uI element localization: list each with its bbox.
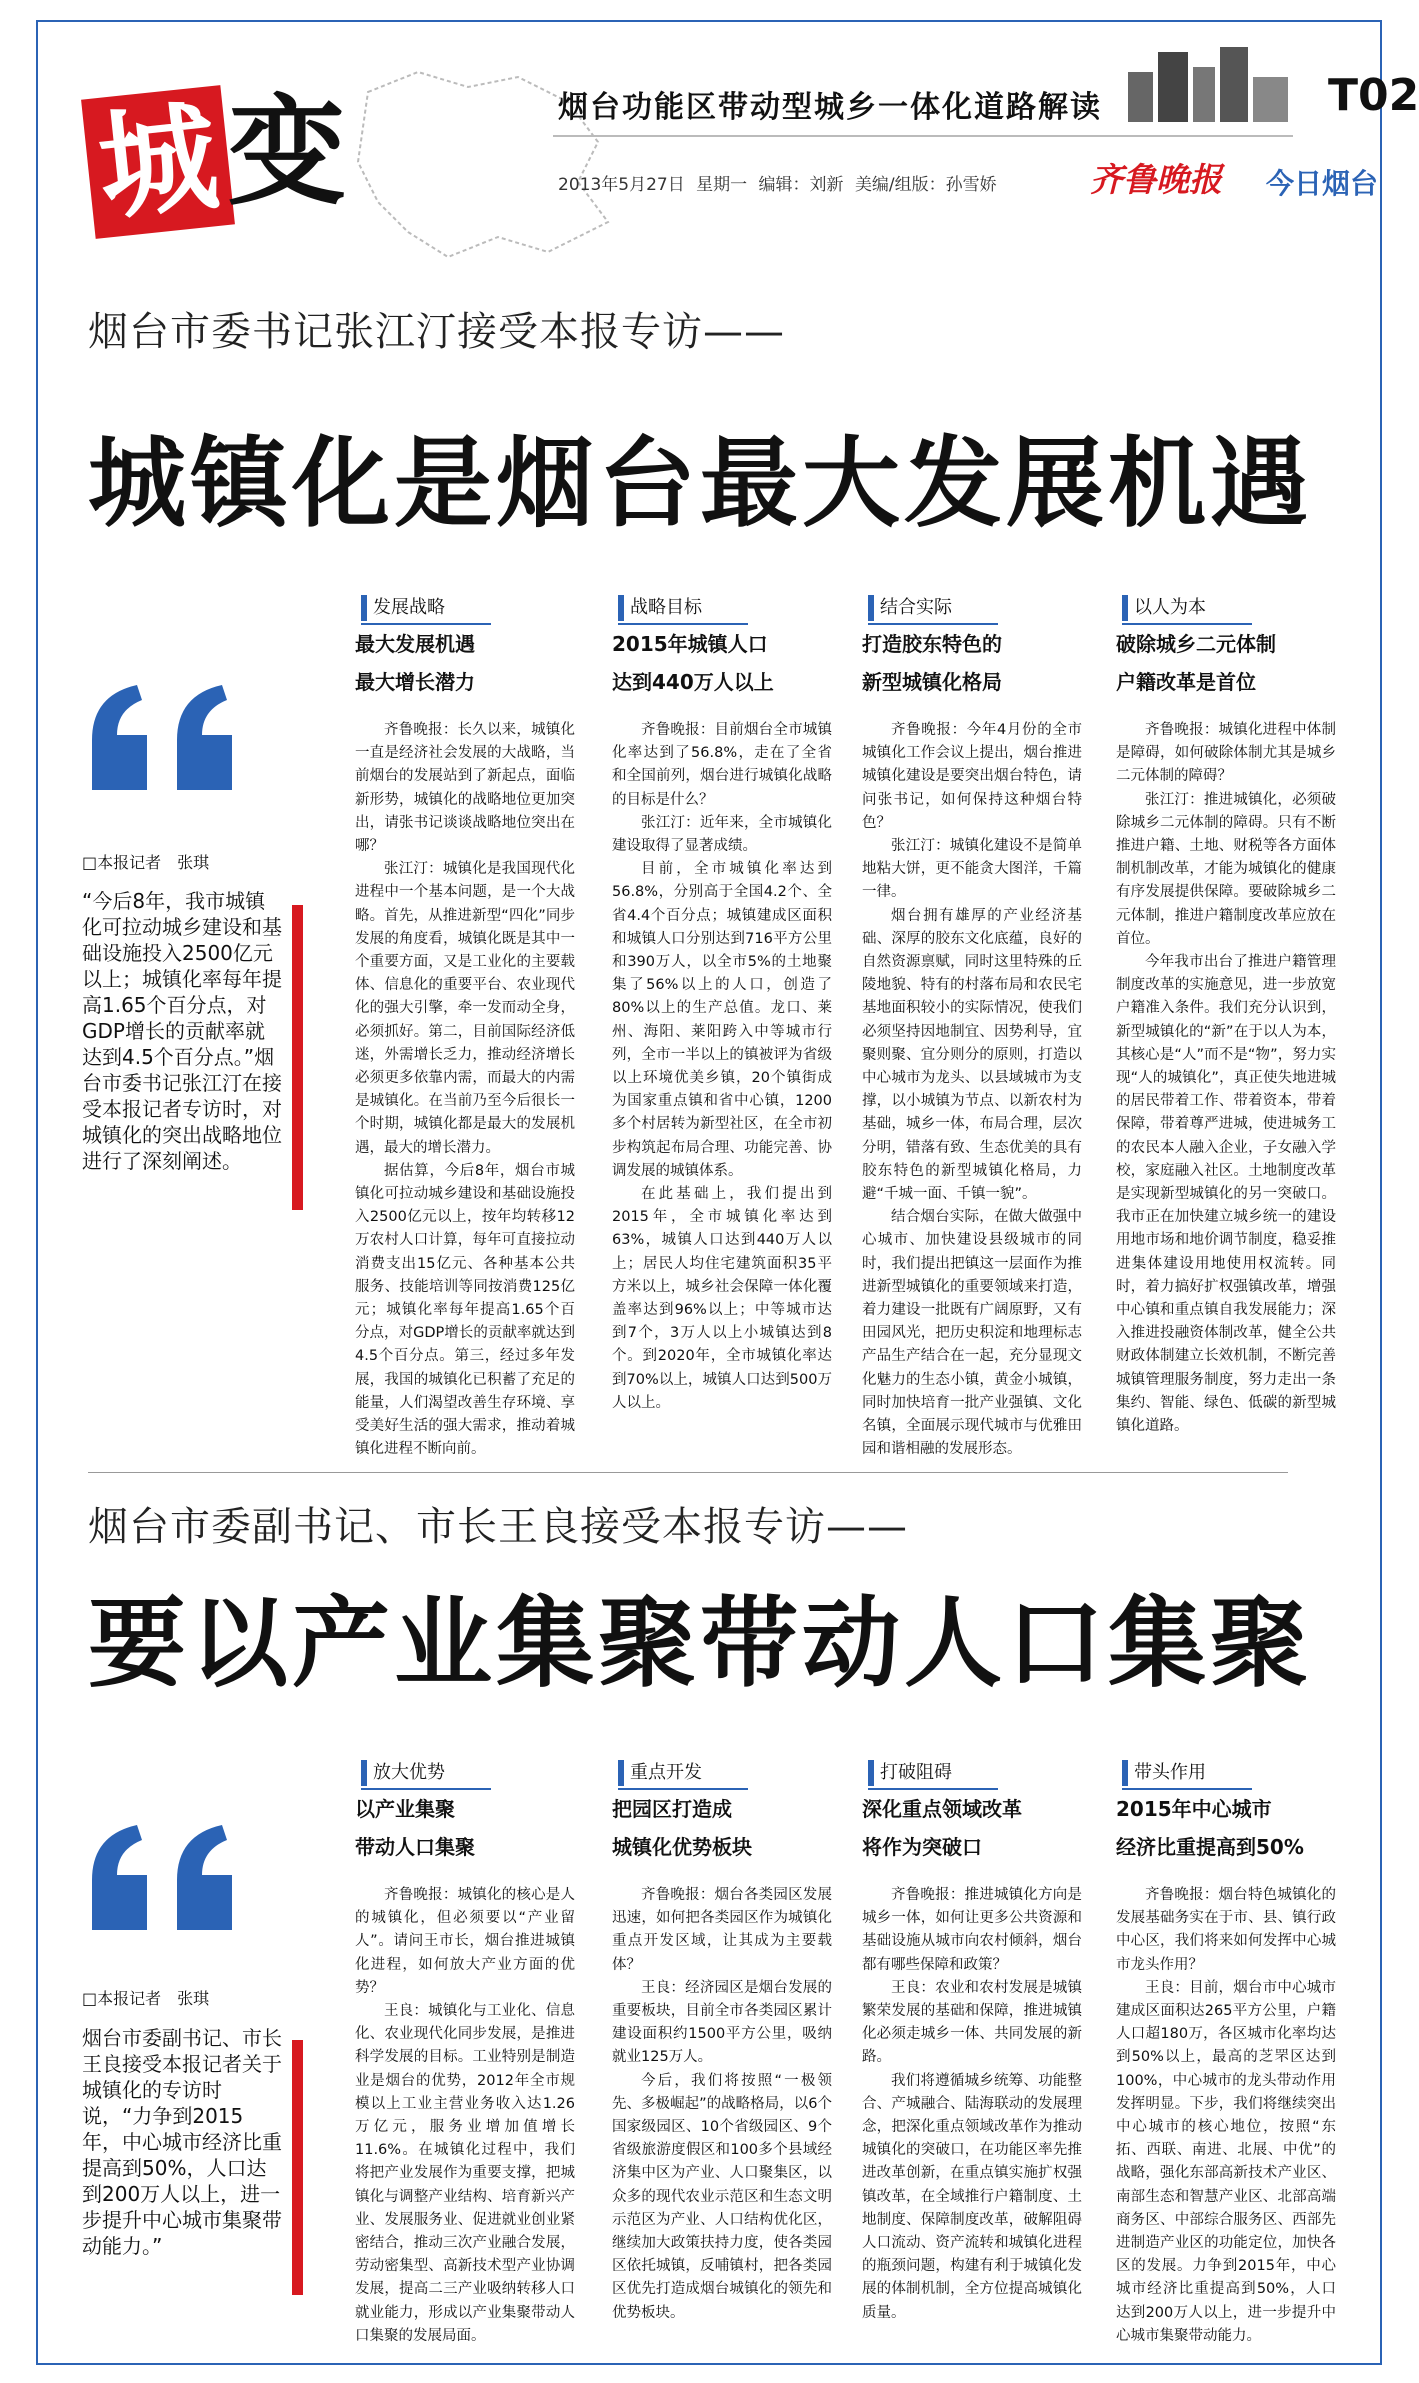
story1-lead: “今后8年，我市城镇化可拉动城乡建设和基础设施投入2500亿元以上；城镇化率每年提高1.65个百分点，对GDP增长的贡献率就达到4.5个百分点。”烟台市委书记张江汀在接受本报记者专访时，对城镇化的突出战略地位进行了深刻阐述。 <box>82 889 282 1173</box>
section-tag <box>862 1758 1082 1788</box>
paragraph: 在此基础上，我们提出到2015年，全市城镇化率达到63%，城镇人口达到440万人以上；居民人均住宅建筑面积35平方米以上，城乡社会保障一体化覆盖率达到96%以上；中等城市达到7个，3万人以上小城镇达到8个。到2020年，全市城镇化率达到70%以上，城镇人口达到500万人以上。 <box>612 1186 832 1411</box>
story1-column-4 <box>1116 593 1336 1438</box>
paragraph: 张江汀：近年来，全市城镇化建设取得了显著成绩。 <box>612 814 832 855</box>
paragraph: 王良：目前，烟台市中心城市建成区面积达265平方公里，户籍人口超180万，各区城市化率均达到50%以上，最高的芝罘区达到100%，中心城市的龙头带动作用发挥明显。下步，我们将继续突出中心城市的核心地位，按照“东拓、西联、南进、北展、中优”的战略，强化东部高新技术产业区、南部生态和智慧产业区、北部高端商务区、中部综合服务区、西部先进制造产业区的功能定位，加快各区的发展。力争到2015年，中心城市经济比重提高到50%，人口达到200万人以上，进一步提升中心城市集聚带动能力。 <box>1116 1979 1336 2344</box>
paragraph: 王良：城镇化与工业化、信息化、农业现代化同步发展，是推进科学发展的目标。工业特别是制造业是烟台的优势，2012年全市规模以上工业主营业务收入达1.26万亿元，服务业增加值增长11.6%。在城镇化过程中，我们将把产业发展作为重要支撑，把城镇化与调整产业结构、培育新兴产业、发展服务业、促进就业创业紧密结合，推动三次产业融合发展，劳动密集型、高新技术型产业协调发展，提高二三产业吸纳转移人口就业能力，形成以产业集聚带动人口集聚的发展局面。 <box>355 2003 575 2344</box>
section-underline <box>618 623 748 625</box>
section-underline <box>361 1788 491 1790</box>
section-bar <box>361 595 367 621</box>
quote-mark-icon <box>82 1820 252 1940</box>
story1-column-1 <box>355 593 575 1462</box>
story2-kicker: 烟台市委副书记、市长王良接受本报专访—— <box>88 1504 908 1550</box>
section-label: 以人为本 <box>1134 597 1206 618</box>
section-tag <box>612 593 832 623</box>
story-divider <box>88 1472 1288 1473</box>
subhead-1: 2015年城镇人口 <box>612 632 768 656</box>
paragraph: 齐鲁晚报：烟台各类园区发展迅速，如何把各类园区作为城镇化重点开发区域，让其成为主要载体？ <box>612 1887 832 1973</box>
section-bar <box>868 1760 874 1786</box>
paragraph: 结合烟台实际，在做大做强中心城市、加快建设县级城市的同时，我们提出把镇这一层面作为推进新型城镇化的重要领域来打造，着力建设一批既有广阔原野，又有田园风光，把历史积淀和地理标志产品生产结合在一起，充分显现文化魅力的生态小镇，黄金小城镇，同时加快培育一批产业强镇、文化名镇，全面展示现代城市与优雅田园和谐相融的发展形态。 <box>862 1209 1082 1458</box>
section-bar <box>1122 595 1128 621</box>
subhead-1: 最大发展机遇 <box>355 632 475 656</box>
issue-weekday: 星期一 <box>696 175 748 195</box>
story2-column-2 <box>612 1758 832 2325</box>
section-underline <box>618 1788 748 1790</box>
column-body <box>612 719 832 1415</box>
section-bar <box>868 595 874 621</box>
paragraph: 齐鲁晚报：烟台特色城镇化的发展基础务实在于市、县、镇行政中心区，我们将来如何发挥中心城市龙头作用？ <box>1116 1887 1336 1973</box>
column-logo-cheng: 城 <box>81 85 235 239</box>
subhead-2: 将作为突破口 <box>862 1835 982 1859</box>
section-label: 打破阻碍 <box>880 1762 952 1783</box>
subhead-1: 把园区打造成 <box>612 1797 732 1821</box>
story1-red-bar <box>292 905 303 1210</box>
series-headline: 烟台功能区带动型城乡一体化道路解读 <box>558 90 1102 125</box>
section-tag <box>355 1758 575 1788</box>
paragraph: 张江汀：城镇化是我国现代化进程中一个基本问题，是一个大战略。首先，从推进新型“四化”同步发展的角度看，城镇化既是其中一个重要方面，又是工业化的主要载体、信息化的重要平台、农业现代化的强大引擎，牵一发而动全身，必须抓好。第二，目前国际经济低迷，外需增长乏力，推动经济增长必须更多依靠内需，而最大的内需是城镇化。在当前乃至今后很长一个时期，城镇化都是最大的发展机遇，最大的增长潜力。 <box>355 861 575 1156</box>
column-body <box>862 1884 1082 2325</box>
column-logo-bian: 变 <box>228 82 347 221</box>
paragraph: 张江汀：推进城镇化，必须破除城乡二元体制的障碍。只有不断推进户籍、土地、财税等各方面体制机制改革，才能为城镇化的健康有序发展提供保障。要破除城乡二元体制，推进户籍制度改革应放在首位。 <box>1116 791 1336 947</box>
subhead-1: 深化重点领域改革 <box>862 1797 1022 1821</box>
subhead-2: 经济比重提高到50% <box>1116 1835 1304 1859</box>
paragraph: 今年我市出台了推进户籍管理制度改革的实施意见，进一步放宽户籍准入条件。我们充分认识到，新型城镇化的“新”在于以人为本，其核心是“人”而不是“物”，努力实现“人的城镇化”，真正使失地进城的居民带着工作、带着资本，带着保障，带着尊严进城，使进城务工的农民本人融入企业，子女融入学校，家庭融入社区。土地制度改革是实现新型城镇化的另一突破口。我市正在加快建立城乡统一的建设用地市场和地价调节制度，稳妥推进集体建设用地使用权流转。同时，着力搞好扩权强镇改革，增强中心镇和重点镇自我发展能力；深入推进投融资体制改革，健全公共财政体制建立长效机制，不断完善城镇管理服务制度，努力走出一条集约、智能、绿色、低碳的新型城镇化道路。 <box>1116 954 1336 1435</box>
column-body <box>612 1884 832 2325</box>
section-bar <box>618 1760 624 1786</box>
issue-date: 2013年5月27日 <box>558 175 685 195</box>
subhead-2: 带动人口集聚 <box>355 1835 475 1859</box>
newspaper-brand: 齐鲁晚报 <box>1090 160 1222 199</box>
story1-title: 城镇化是烟台最大发展机遇 <box>88 427 1313 541</box>
masthead-rule <box>553 135 1293 137</box>
paragraph: 我们将遵循城乡统筹、功能整合、产城融合、陆海联动的发展理念，把深化重点领域改革作为推动城镇化的突破口，在功能区率先推进改革创新，在重点镇实施扩权强镇改革，在全域推行户籍制度、土地制度、保障制度改革，破解阻碍人口流动、资产流转和城镇化进程的瓶颈问题，构建有利于城镇化发展的体制机制，全方位提高城镇化质量。 <box>862 2072 1082 2321</box>
quote-mark-icon <box>82 680 252 800</box>
section-label: 放大优势 <box>373 1762 445 1783</box>
section-underline <box>868 623 998 625</box>
section-tag <box>1116 593 1336 623</box>
subhead-1: 破除城乡二元体制 <box>1116 632 1276 656</box>
story2-reporter: □本报记者 张琪 <box>82 1989 210 2008</box>
story2-column-1 <box>355 1758 575 2348</box>
paragraph: 齐鲁晚报：长久以来，城镇化一直是经济社会发展的大战略，当前烟台的发展站到了新起点，面临新形势，城镇化的战略地位更加突出，请张书记谈谈战略地位突出在哪？ <box>355 722 575 855</box>
story1-column-3 <box>862 593 1082 1462</box>
story1-column-2 <box>612 593 832 1415</box>
story2-column-4 <box>1116 1758 1336 2348</box>
story2-column-3 <box>862 1758 1082 2325</box>
story2-lead: 烟台市委副书记、市长王良接受本报记者关于城镇化的专访时说，“力争到2015年，中心城市经济比重提高到50%，人口达到200万人以上，进一步提升中心城市集聚带动能力。” <box>82 2026 282 2258</box>
section-underline <box>1122 1788 1252 1790</box>
section-tag <box>862 593 1082 623</box>
column-body <box>1116 1884 1336 2348</box>
subhead-1: 2015年中心城市 <box>1116 1797 1272 1821</box>
paragraph: 齐鲁晚报：今年4月份的全市城镇化工作会议上提出，烟台推进城镇化建设是要突出烟台特色，请问张书记，如何保持这种烟台特色？ <box>862 722 1082 831</box>
column-body <box>1116 719 1336 1438</box>
paragraph: 王良：经济园区是烟台发展的重要板块，目前全市各类园区累计建设面积约1500平方公里，吸纳就业125万人。 <box>612 1979 832 2066</box>
section-label: 战略目标 <box>630 597 702 618</box>
section-underline <box>361 623 491 625</box>
column-body <box>355 1884 575 2348</box>
subhead-2: 达到440万人以上 <box>612 670 774 694</box>
section-tag <box>355 593 575 623</box>
story2-title: 要以产业集聚带动人口集聚 <box>88 1587 1313 1701</box>
column-body <box>355 719 575 1462</box>
column-body <box>862 719 1082 1462</box>
section-bar <box>361 1760 367 1786</box>
paragraph: 烟台拥有雄厚的产业经济基础、深厚的胶东文化底蕴，良好的自然资源禀赋，同时这里特殊的丘陵地貌、特有的村落布局和农民宅基地面积较小的实际情况，使我们必须坚持因地制宜、因势利导，宜聚则聚、宜分则分的原则，打造以中心城市为龙头、以县域城市为支撑，以小城镇为节点、以新农村为基础，城乡一体，布局合理，层次分明，错落有致、生态优美的具有胶东特色的新型城镇化格局，力避“千城一面、千镇一貌”。 <box>862 907 1082 1203</box>
subhead-1: 以产业集聚 <box>355 1797 455 1821</box>
subhead-2: 最大增长潜力 <box>355 670 475 694</box>
story2-red-bar <box>292 2040 303 2295</box>
page-number: T02 <box>1328 70 1419 121</box>
story1-reporter: □本报记者 张琪 <box>82 853 210 872</box>
section-bar <box>1122 1760 1128 1786</box>
paragraph: 齐鲁晚报：城镇化进程中体制是障碍，如何破除体制尤其是城乡二元体制的障碍？ <box>1116 722 1336 785</box>
section-label: 重点开发 <box>630 1762 702 1783</box>
subhead-2: 户籍改革是首位 <box>1116 670 1256 694</box>
paragraph: 齐鲁晚报：推进城镇化方向是城乡一体，如何让更多公共资源和基础设施从城市向农村倾斜，烟台都有哪些保障和政策？ <box>862 1887 1082 1973</box>
story1-kicker: 烟台市委书记张江汀接受本报专访—— <box>88 309 785 355</box>
section-tag <box>1116 1758 1336 1788</box>
section-label: 带头作用 <box>1134 1762 1206 1783</box>
section-underline <box>1122 623 1252 625</box>
section-underline <box>868 1788 998 1790</box>
paragraph: 齐鲁晚报：城镇化的核心是人的城镇化，但必须要以“产业留人”。请问王市长，烟台推进城镇化进程，如何放大产业方面的优势？ <box>355 1887 575 1996</box>
paragraph: 齐鲁晚报：目前烟台全市城镇化率达到了56.8%，走在了全省和全国前列，烟台进行城镇化战略的目标是什么？ <box>612 722 832 808</box>
designer-credit: 美编/组版：孙雪娇 <box>854 175 997 195</box>
section-bar <box>618 595 624 621</box>
city-skyline-graphic <box>1118 42 1298 122</box>
subhead-1: 打造胶东特色的 <box>862 632 1002 656</box>
section-label: 发展战略 <box>373 597 445 618</box>
subhead-2: 新型城镇化格局 <box>862 670 1002 694</box>
paragraph: 王良：农业和农村发展是城镇繁荣发展的基础和保障，推进城镇化必须走城乡一体、共同发展的新路。 <box>862 1979 1082 2066</box>
paragraph: 据估算，今后8年，烟台市城镇化可拉动城乡建设和基础设施投入2500亿元以上，按年均转移12万农村人口计算，每年可直接拉动消费支出15亿元、各种基本公共服务、技能培训等同按消费125亿元；城镇化率每年提高1.65个百分点，对GDP增长的贡献率就达到4.5个百分点。第三，经过多年发展，我国的城镇化已积蓄了充足的能量，人们渴望改善生存环境、享受美好生活的强大需求，推动着城镇化进程不断向前。 <box>355 1162 575 1458</box>
paragraph: 张江汀：城镇化建设不是简单地粘大饼，更不能贪大图洋，千篇一律。 <box>862 838 1082 901</box>
section-label: 结合实际 <box>880 597 952 618</box>
paragraph: 今后，我们将按照“一极领先、多极崛起”的战略格局，以6个国家级园区、10个省级园区、9个省级旅游度假区和100多个县域经济集中区为产业、人口聚集区，以众多的现代农业示范区和生态文明示范区为产业、人口结构优化区，继续加大政策扶持力度，使各类园区依托城镇，反哺镇村，把各类园区优先打造成烟台城镇化的领先和优势板块。 <box>612 2072 832 2321</box>
section-name: 今日烟台 <box>1266 167 1379 200</box>
section-tag <box>612 1758 832 1788</box>
issue-meta <box>558 170 997 195</box>
subhead-2: 城镇化优势板块 <box>612 1835 752 1859</box>
paragraph: 目前，全市城镇化率达到56.8%，分别高于全国4.2个、全省4.4个百分点；城镇建成区面积和城镇人口分别达到716平方公里和390万人，以全市5%的土地聚集了56%以上的人口，创造了80%以上的生产总值。龙口、莱州、海阳、莱阳跨入中等城市行列，全市一半以上的镇被评为省级以上环境优美乡镇，20个镇街成为国家重点镇和省中心镇，1200多个村居转为新型社区，在全市初步构筑起布局合理、功能完善、协调发展的城镇体系。 <box>612 861 832 1179</box>
editor-credit: 编辑：刘新 <box>758 175 844 195</box>
